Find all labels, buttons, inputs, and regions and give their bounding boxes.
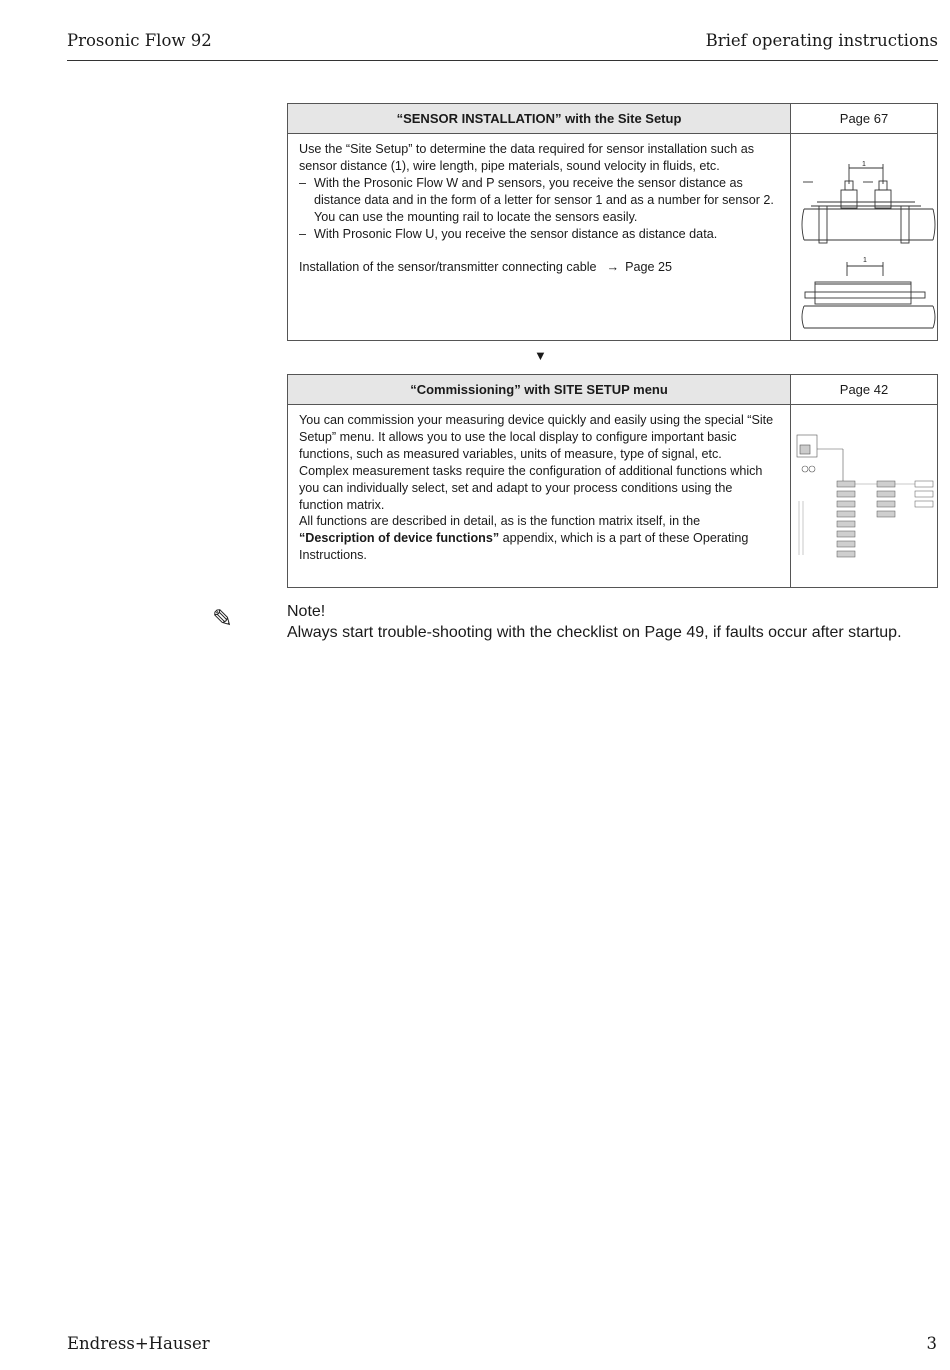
pencil-icon: ✎ [212, 605, 233, 633]
note-text: Always start trouble-shooting with the checklist on Page 49, if faults occur after startup. [287, 624, 902, 641]
bullet-item [299, 226, 779, 243]
company-name: Endress+Hauser [67, 1334, 210, 1353]
commissioning-box [287, 374, 938, 588]
function-matrix-diagram [791, 405, 938, 587]
sensor-installation-title: “SENSOR INSTALLATION” with the Site Setup [288, 104, 791, 134]
header-divider [67, 60, 938, 61]
commissioning-paragraph: You can commission your measuring device quickly and easily using the special “Site Setup” menu. It allows you to use the local display to configure important basic functions, such as measured variables, units of measure, type of signal, etc. [299, 413, 774, 461]
distance-label: 1 [862, 161, 866, 168]
commissioning-title: “Commissioning” with SITE SETUP menu [288, 375, 791, 405]
section-title: Brief operating instructions [705, 31, 938, 50]
cable-page-link[interactable]: Page 25 [625, 260, 673, 275]
commissioning-page-ref: Page 42 [791, 375, 937, 405]
commissioning-paragraph: All functions are described in detail, as is the function matrix itself, in the “Description of device functions” appendix, which is a part of these Operating Instructions. [299, 514, 749, 563]
flow-arrow-down-icon: ▼ [534, 348, 547, 363]
device-functions-reference: “Description of device functions” [299, 531, 500, 546]
sensor-installation-box [287, 103, 938, 341]
bullet-marker: – [299, 226, 307, 241]
cable-text: Installation of the sensor/transmitter connecting cable [299, 260, 597, 275]
note-title: Note! [287, 603, 326, 620]
bullet-item [299, 175, 779, 226]
bullet-marker: – [299, 175, 307, 190]
distance-label: 1 [863, 257, 867, 264]
page-number: 3 [926, 1334, 937, 1353]
sensor-installation-intro: Use the “Site Setup” to determine the data required for sensor installation such as sensor distance (1), wire length, pipe materials, sound velocity in fluids, etc. [299, 142, 755, 173]
commissioning-body [288, 405, 791, 587]
bullet-text: With the Prosonic Flow W and P sensors, you receive the sensor distance as distance data and in the form of a letter for sensor 1 and as a number for sensor 2. You can use the mounting rail to locate the sensors easily. [314, 175, 774, 224]
sensor-installation-figure [791, 134, 937, 340]
document-title: Prosonic Flow 92 [67, 31, 212, 50]
bullet-text: With Prosonic Flow U, you receive the sensor distance as distance data. [314, 226, 718, 241]
sensor-installation-body [288, 134, 791, 340]
arrow-right-icon: → [606, 260, 620, 275]
function-matrix-figure [791, 405, 937, 587]
cable-reference [299, 259, 779, 276]
sensor-diagram [791, 134, 938, 341]
commissioning-paragraph: Complex measurement tasks require the configuration of additional functions which you can individually select, set and adapt to your process conditions using the function matrix. [299, 463, 763, 512]
sensor-installation-page-ref: Page 67 [791, 104, 937, 134]
